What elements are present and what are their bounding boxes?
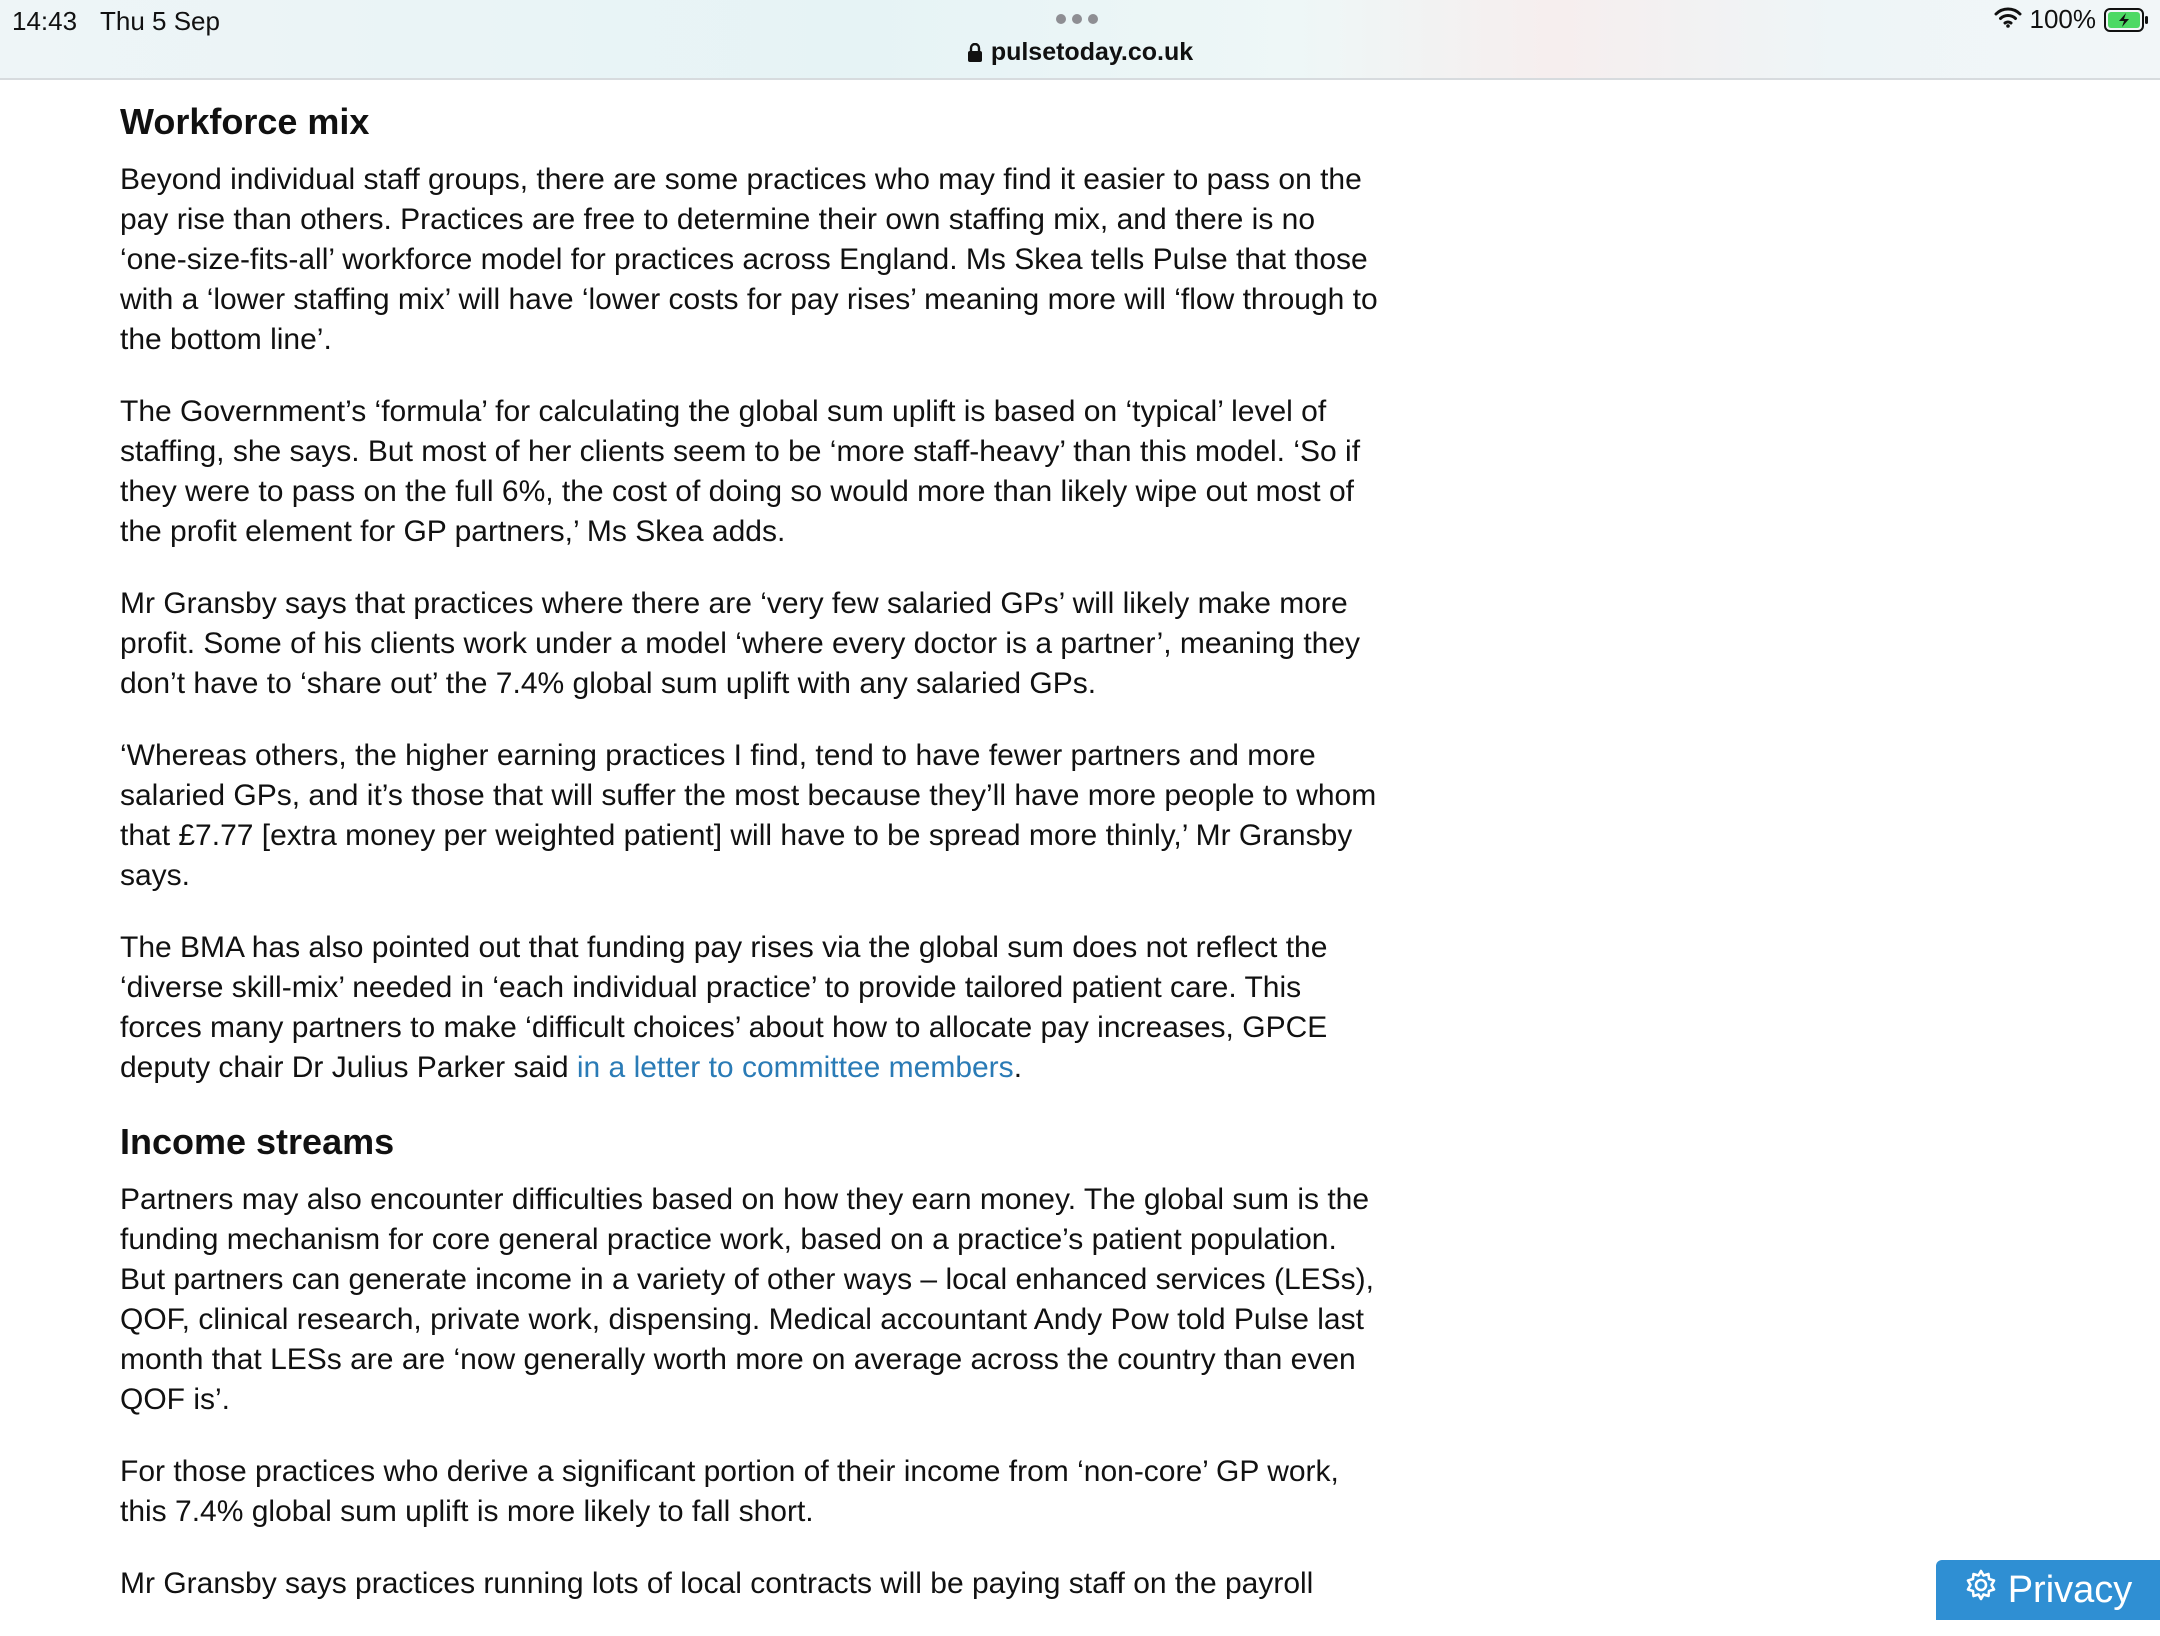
letter-link[interactable]: in a letter to committee members [576,1051,1014,1084]
paragraph: Beyond individual staff groups, there are some practices who may find it easier to pass on the pay rise than others. Practices are free to determine their own staffing mix, and there is no ‘one-size-fits-all’ workforce model for practices across England. Ms Skea tells Pulse that those with a ‘lower staffing mix’ will have ‘lower costs for pay rises’ meaning more will ‘flow through to the bottom line’. [120,163,1378,356]
paragraph-text: . [1013,1051,1023,1084]
multitasking-dots[interactable] [1056,14,1098,24]
paragraph: The Government’s ‘formula’ for calculating the global sum uplift is based on ‘typical’ level of staffing, she says. But most of her clients seem to be ‘more staff-heavy’ than this model. ‘So if they were to pass on the full 6%, the cost of doing so would more than likely wipe out most of the profit element for GP partners,’ Ms Skea adds. [120,395,1361,548]
paragraph: Mr Gransby says that practices where there are ‘very few salaried GPs’ will likely make more profit. Some of his clients work under a model ‘where every doctor is a partner’, meaning they don’t have to ‘share out’ the 7.4% global sum uplift with any salaried GPs. [120,587,1361,700]
paragraph: Mr Gransby says practices running lots of local contracts will be paying staff on the payroll [120,1567,1314,1600]
status-bar [0,0,2160,80]
address-bar[interactable] [0,38,2160,70]
battery-percent: 100% [2029,4,2096,34]
gear-icon [1964,1568,1998,1612]
paragraph: ‘Whereas others, the higher earning practices I find, tend to have fewer partners and more salaried GPs, and it’s those that will suffer the most because they’ll have more people to whom that £7.77 [extra money per weighted patient] will have to be spread more thinly,’ Mr Gransby says. [120,739,1377,892]
status-time: 14:43 [12,6,78,36]
section-heading-workforce-mix: Workforce mix [120,101,370,142]
privacy-button[interactable] [1936,1560,2160,1620]
lock-icon [967,41,983,70]
status-indicators [1994,4,2149,35]
paragraph-text: The BMA has also pointed out that funding pay rises via the global sum does not reflect the ‘diverse skill-mix’ needed in ‘each individual practice’ to provide tailored patient care. This forces many partners to make ‘difficult choices’ about how to allocate pay increases, GPCE deputy chair Dr Julius Parker said [120,931,1328,1084]
status-date: Thu 5 Sep [100,6,220,36]
url-text: pulsetoday.co.uk [990,38,1194,66]
article-body [120,100,1390,1636]
privacy-label: Privacy [2007,1568,2133,1611]
paragraph: For those practices who derive a significant portion of their income from ‘non-core’ GP work, this 7.4% global sum uplift is more likely to fall short. [120,1455,1339,1528]
wifi-icon [1994,4,2022,35]
section-heading-income-streams: Income streams [120,1121,395,1162]
paragraph: Partners may also encounter difficulties based on how they earn money. The global sum is the funding mechanism for core general practice work, based on a practice’s patient population. But partners can generate income in a variety of other ways – local enhanced services (LESs), QOF, clinical research, private work, dispensing. Medical accountant Andy Pow told Pulse last month that LESs are are ‘now generally worth more on average across the country than even QOF is’. [120,1183,1374,1416]
paragraph [120,928,1390,1088]
battery-icon [2104,8,2148,32]
